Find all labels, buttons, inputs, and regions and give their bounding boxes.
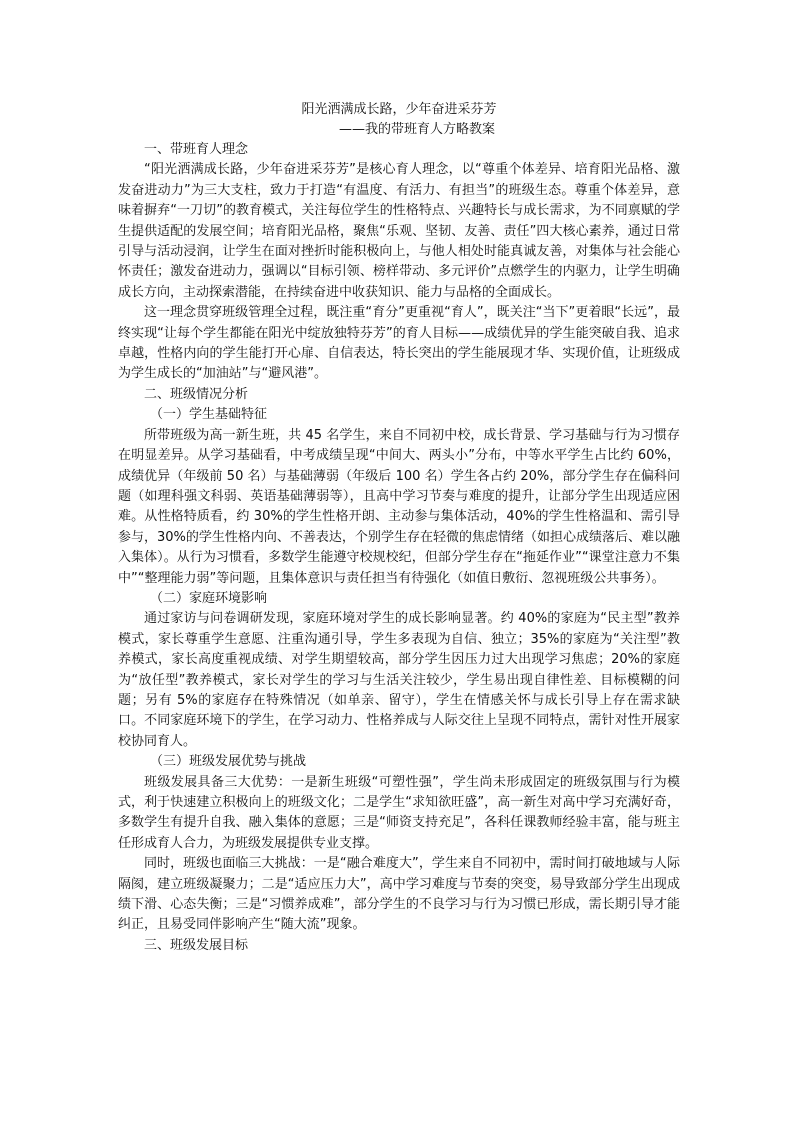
paragraph-2-1-1: 所带班级为高一新生班，共 45 名学生，来自不同初中校，成长背景、学习基础与行为习惯存在明显差异。从学习基础看，中考成绩呈现“中间大、两头小”分布，中等水平学生占比约 60%，成绩优异（年级前 50 名）与基础薄弱（年级后 100 名）学生各占约 20%，部分学生存在偏科问题（如理科强文科弱、英语基础薄弱等），且高中学习节奏与难度的提升，让部分学生出现适应困难。从性格特质看，约 30%的学生性格开朗、主动参与集体活动，40%的学生性格温和、需引导参与，30%的学生性格内向、不善表达，个别学生存在轻微的焦虑情绪（如担心成绩落后、难以融入集体）。从行为习惯看，多数学生能遵守校规校纪，但部分学生存在“拖延作业”“课堂注意力不集中”“整理能力弱”等问题，且集体意识与责任担当有待强化（如值日敷衍、忽视班级公共事务）。 <box>118 427 680 586</box>
section-heading-3: 三、班级发展目标 <box>144 937 249 953</box>
document-subtitle: ——我的带班育人方略教案 <box>338 122 495 137</box>
subsection-heading-2-3: （三）班级发展优势与挑战 <box>150 754 307 770</box>
paragraph-1-2: 这一理念贯穿班级管理全过程，既注重“育分”更重视“育人”，既关注“当下”更着眼“长远”，最终实现“让每个学生都能在阳光中绽放独特芬芳”的育人目标——成绩优异的学生能突破自我、追求卓越，性格内向的学生能打开心扉、自信表达，特长突出的学生能展现才华、实现价值，让班级成为学生成长的“加油站”与“避风港”。 <box>118 305 680 382</box>
paragraph-2-2-1: 通过家访与问卷调研发现，家庭环境对学生的成长影响显著。约 40%的家庭为“民主型”教养模式，家长尊重学生意愿、注重沟通引导，学生多表现为自信、独立；35%的家庭为“关注型”教养模式，家长高度重视成绩、对学生期望较高，部分学生因压力过大出现学习焦虑；20%的家庭为“放任型”教养模式，家长对学生的学习与生活关注较少，学生易出现自律性差、目标模糊的问题；另有 5%的家庭存在特殊情况（如单亲、留守），学生在情感关怀与成长引导上存在需求缺口。不同家庭环境下的学生，在学习动力、性格养成与人际交往上呈现不同特点，需针对性开展家校协同育人。 <box>118 611 680 749</box>
section-heading-1: 一、带班育人理念 <box>144 142 249 157</box>
subsection-heading-2-2: （二）家庭环境影响 <box>150 590 268 606</box>
document-page <box>118 100 680 956</box>
section-heading-2: 二、班级情况分析 <box>144 386 249 402</box>
subsection-heading-2-1: （一）学生基础特征 <box>150 407 268 423</box>
paragraph-1-1: “阳光洒满成长路，少年奋进采芬芳”是核心育人理念，以“尊重个体差异、培育阳光品格、激发奋进动力”为三大支柱，致力于打造“有温度、有活力、有担当”的班级生态。尊重个体差异，意味着摒弃“一刀切”的教育模式，关注每位学生的性格特点、兴趣特长与成长需求，为不同禀赋的学生提供适配的发展空间；培育阳光品格，聚焦“乐观、坚韧、友善、责任”四大核心素养，通过日常引导与活动浸润，让学生在面对挫折时能积极向上，与他人相处时能真诚友善，对集体与社会能心怀责任；激发奋进动力，强调以“目标引领、榜样带动、多元评价”点燃学生的内驱力，让学生明确成长方向，主动探索潜能，在持续奋进中收获知识、能力与品格的全面成长。 <box>118 162 680 300</box>
paragraph-2-3-1: 班级发展具备三大优势：一是新生班级“可塑性强”，学生尚未形成固定的班级氛围与行为模式，利于快速建立积极向上的班级文化；二是学生“求知欲旺盛”，高一新生对高中学习充满好奇，多数学生有提升自我、融入集体的意愿；三是“师资支持充足”，各科任课教师经验丰富，能与班主任形成育人合力，为班级发展提供专业支撑。 <box>118 774 680 851</box>
paragraph-2-3-2: 同时，班级也面临三大挑战：一是“融合难度大”，学生来自不同初中，需时间打破地域与人际隔阂，建立班级凝聚力；二是“适应压力大”，高中学习难度与节奏的突变，易导致部分学生出现成绩下滑、心态失衡；三是“习惯养成难”，部分学生的不良学习与行为习惯已形成，需长期引导才能纠正，且易受同伴影响产生“随大流”现象。 <box>118 856 680 933</box>
document-title: 阳光洒满成长路，少年奋进采芬芳 <box>301 102 497 117</box>
